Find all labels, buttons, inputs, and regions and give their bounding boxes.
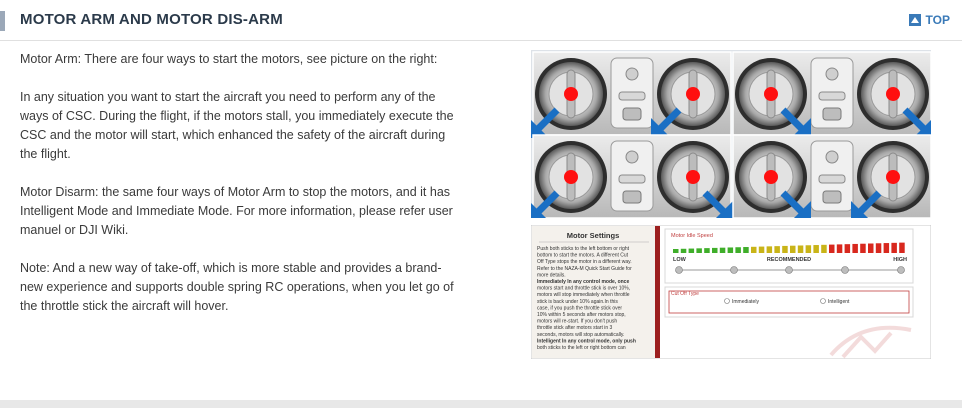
settings-panel-line: stick is back under 10% again.In this [537,298,618,305]
settings-panel-line: Refer to the NAZA-M Quick Start Guide for [537,265,632,272]
motor-settings-screenshot [531,225,931,359]
settings-panel-line: motors will re-start. If you don't push [537,318,618,325]
recommended-label: RECOMMENDED [766,257,812,263]
settings-panel-line: Immediately In any control mode, once [537,279,630,285]
idle-speed-bar [767,246,773,253]
arrow-up-icon [909,14,921,26]
settings-panel-line: Off Type stops the motor in a different way. [537,259,632,266]
header-accent-bar [0,11,5,31]
idle-speed-bar [759,247,765,253]
idle-speed-bar [876,243,882,253]
back-to-top-link[interactable] [909,13,950,27]
idle-speed-bar [735,247,741,253]
idle-speed-bar [845,244,851,253]
settings-panel-line: more details. [537,272,566,279]
idle-speed-bar [673,249,679,253]
settings-panel-line: throttle stick after motors start in 3 [537,325,613,332]
idle-speed-bar [774,246,780,253]
bottom-border [0,400,962,408]
settings-panel-line: Intelligent In any control mode, only push [537,338,636,345]
idle-speed-bar [704,248,710,253]
idle-speed-bar [899,243,905,253]
idle-speed-bar [689,249,695,253]
idle-speed-bar [837,244,843,253]
idle-speed-bar [868,244,874,254]
article-content [20,50,460,335]
idle-speed-bar [852,244,858,253]
idle-speed-bar [884,243,890,253]
settings-panel-line: case, if you push the throttle stick over [537,305,623,312]
settings-panel-title: Motor Settings [566,231,620,240]
high-label: HIGH [893,257,907,263]
idle-speed-bar [860,244,866,253]
paragraph-motor-disarm: Motor Disarm: the same four ways of Motor Arm to stop the motors, and it has Intelligent Mode and Immediate Mode. For more information, please refer user manuel or DJI Wiki. [20,185,453,237]
paragraph-note: Note: And a new way of take-off, which is more stable and provides a brand-new experience and supports double spring RC operations, when you let go of the throttle stick the aircraft will hover. [20,261,454,313]
settings-panel-line: both sticks to the left or right bottom can [537,345,626,351]
idle-speed-bar [712,248,718,253]
idle-speed-bar [821,245,827,253]
top-label: TOP [925,13,950,27]
settings-panel-line: Push both sticks to the left bottom or right [537,246,629,252]
idle-speed-bar [681,249,687,253]
intelligent-option: Intelligent [828,299,850,305]
section-title: MOTOR ARM AND MOTOR DIS-ARM [20,11,283,28]
paragraph-motor-arm: Motor Arm: There are four ways to start the motors, see picture on the right: [20,52,438,66]
immediately-option: Immediately [732,299,759,305]
cutoff-label: Cut Off Type [671,291,699,297]
section-header [0,0,962,41]
csc-stick-diagram [531,50,931,218]
settings-panel-line: seconds, motors will stop automatically. [537,331,625,338]
idle-speed-bar [813,245,819,253]
settings-panel-line: 10% within 5 seconds after motors stop, [537,312,626,318]
idle-speed-bar [720,248,726,253]
idle-speed-label: Motor Idle Speed [671,233,713,239]
idle-speed-bar [891,243,897,253]
idle-speed-bar [806,245,812,253]
idle-speed-bar [829,245,835,253]
settings-panel-line: motors will stop immediately when throttle [537,292,630,299]
idle-speed-bar [728,247,734,253]
low-label: LOW [673,257,686,263]
idle-speed-bar [696,248,702,253]
settings-panel-line: bottom to start the motors. A different Cut [537,252,629,259]
idle-speed-bar [751,247,757,253]
paragraph-csc: In any situation you want to start the aircraft you need to perform any of the ways of CSC. During the flight, if the motors stall, you immediately execute the CSC and the motor will start, which enhanced the safety of the aircraft during the flight. [20,90,454,161]
idle-speed-bar [782,246,788,253]
idle-speed-bar [743,247,749,253]
idle-speed-bar [798,245,804,253]
idle-speed-bar [790,246,796,253]
settings-panel-line: motors start and throttle stick is over 10%, [537,285,631,292]
